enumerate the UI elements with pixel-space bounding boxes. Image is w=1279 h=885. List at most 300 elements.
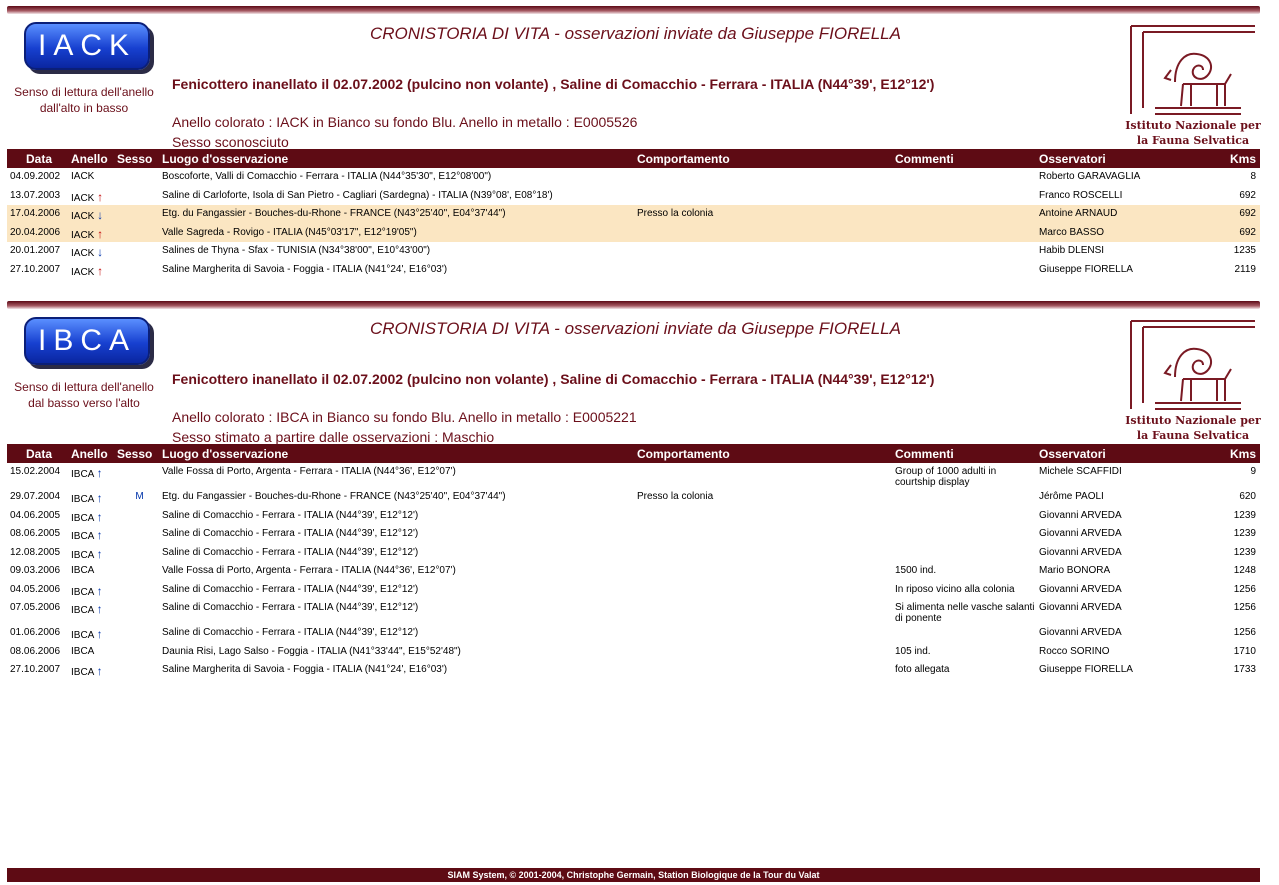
cell-ring [71, 261, 117, 280]
observations-table [7, 149, 1260, 279]
cell-date-text: 20.04.2006 [10, 226, 61, 238]
table-row [7, 463, 1260, 488]
cell-ring-text: IBCA [71, 667, 94, 678]
cell-ring [71, 488, 117, 507]
cell-observer [1039, 643, 1219, 662]
table-row [7, 624, 1260, 643]
cell-date-text: 17.04.2006 [10, 208, 61, 219]
cell-location [162, 168, 637, 187]
cell-date-text: 04.06.2005 [10, 509, 61, 521]
cell-comments [895, 242, 1039, 261]
cell-behaviour [637, 463, 895, 488]
cell-ring [71, 187, 117, 206]
cell-kms-text: 1239 [1233, 528, 1256, 539]
cell-ring-text: IACK [71, 171, 95, 182]
cell-behaviour-text: Presso la colonia [637, 208, 714, 219]
institute-name-line2: la Fauna Selvatica [1136, 429, 1250, 442]
cell-observer [1039, 224, 1219, 243]
cell-kms [1219, 224, 1260, 243]
table-header-row [7, 149, 1260, 168]
cell-date-text: 20.01.2007 [10, 245, 61, 256]
cell-ring [71, 643, 117, 662]
footer-credits: SIAM System, © 2001-2004, Christophe Germain, Station Biologique de la Tour du Valat [7, 868, 1260, 882]
cell-location [162, 599, 637, 624]
cell-date [7, 562, 71, 581]
institute-name-line2: la Fauna Selvatica [1136, 134, 1250, 147]
cell-kms [1219, 261, 1260, 280]
col-header-osservatori: Osservatori [1039, 444, 1219, 463]
cell-comments [895, 205, 1039, 224]
cell-date [7, 242, 71, 261]
table-row [7, 661, 1260, 680]
cell-ring [71, 544, 117, 563]
cell-location [162, 581, 637, 600]
cell-date [7, 168, 71, 187]
cell-sex [117, 525, 162, 544]
table-row [7, 488, 1260, 507]
cell-observer [1039, 205, 1219, 224]
cell-date-text: 04.09.2002 [10, 171, 61, 182]
cell-kms-text: 1256 [1233, 602, 1256, 613]
cell-behaviour [637, 562, 895, 581]
cell-observer [1039, 525, 1219, 544]
cell-location-text: Daunia Risi, Lago Salso - Foggia - ITALIA (N41°33'44", E15°52'48") [162, 645, 461, 657]
cell-location [162, 224, 637, 243]
cell-ring-text: IBCA [71, 586, 94, 598]
cell-comments [895, 525, 1039, 544]
cell-observer-text: Giovanni ARVEDA [1039, 546, 1122, 558]
arrow-down-icon: ↓ [97, 245, 104, 259]
cell-date-text: 27.10.2007 [10, 263, 61, 275]
cell-kms [1219, 544, 1260, 563]
cell-kms [1219, 624, 1260, 643]
section-iack [7, 6, 1260, 279]
cell-location [162, 205, 637, 224]
cell-date [7, 624, 71, 643]
cell-date [7, 507, 71, 526]
col-header-luogo: Luogo d'osservazione [162, 149, 637, 168]
col-header-commenti: Commenti [895, 444, 1039, 463]
cell-ring [71, 205, 117, 224]
cell-ring [71, 661, 117, 680]
ringing-summary: Fenicottero inanellato il 02.07.2002 (pulcino non volante) , Saline di Comacchio - Ferrara - ITALIA (N44°39', E12°12') [172, 371, 935, 387]
cell-observer-text: Habib DLENSI [1039, 245, 1105, 256]
table-row [7, 205, 1260, 224]
ringing-summary: Fenicottero inanellato il 02.07.2002 (pulcino non volante) , Saline di Comacchio - Ferrara - ITALIA (N44°39', E12°12') [172, 76, 935, 92]
cell-ring [71, 581, 117, 600]
cell-location [162, 463, 637, 488]
cell-kms-text: 1710 [1233, 645, 1256, 657]
cell-kms-text: 8 [1250, 171, 1256, 182]
cell-date-text: 29.07.2004 [10, 491, 61, 502]
cell-observer [1039, 187, 1219, 206]
cell-comments [895, 562, 1039, 581]
col-header-data: Data [7, 444, 71, 463]
table-header-row [7, 444, 1260, 463]
cell-observer-text: Giuseppe FIORELLA [1039, 664, 1133, 675]
cell-behaviour [637, 242, 895, 261]
cell-date-text: 08.06.2005 [10, 528, 61, 539]
ibex-logo-icon [1125, 317, 1261, 413]
cell-date [7, 525, 71, 544]
cell-comments [895, 507, 1039, 526]
cell-comments [895, 168, 1039, 187]
arrow-up-icon: ↑ [96, 509, 103, 524]
cell-date [7, 224, 71, 243]
cell-behaviour [637, 205, 895, 224]
cell-ring [71, 242, 117, 261]
cell-behaviour [637, 507, 895, 526]
cell-observer-text: Rocco SORINO [1039, 645, 1110, 657]
cell-observer [1039, 507, 1219, 526]
cell-behaviour [637, 168, 895, 187]
cell-behaviour [637, 643, 895, 662]
cell-date-text: 07.05.2006 [10, 602, 61, 613]
cell-location [162, 507, 637, 526]
cell-location-text: Saline Margherita di Savoia - Foggia - ITALIA (N41°24', E16°03') [162, 263, 448, 275]
cell-date-text: 15.02.2004 [10, 466, 61, 477]
arrow-up-icon: ↑ [96, 627, 103, 641]
cell-comments [895, 661, 1039, 680]
table-row [7, 507, 1260, 526]
cell-kms-text: 9 [1250, 466, 1256, 477]
cell-behaviour [637, 525, 895, 544]
cell-observer [1039, 261, 1219, 280]
cell-comments [895, 643, 1039, 662]
col-header-osservatori: Osservatori [1039, 149, 1219, 168]
section-divider [7, 301, 1260, 309]
cell-ring-text: IBCA [71, 494, 94, 505]
cell-sex-text: M [135, 491, 144, 502]
cell-ring-text: IBCA [71, 630, 94, 641]
table-row [7, 562, 1260, 581]
page-title: CRONISTORIA DI VITA - osservazioni inviate da Giuseppe FIORELLA [370, 319, 901, 338]
cell-kms [1219, 242, 1260, 261]
col-header-data: Data [7, 149, 71, 168]
cell-comments-text: 105 ind. [895, 645, 931, 657]
cell-location-text: Boscoforte, Valli di Comacchio - Ferrara - ITALIA (N44°35'30", E12°08'00") [162, 171, 492, 182]
cell-location [162, 261, 637, 280]
cell-observer-text: Giuseppe FIORELLA [1039, 263, 1133, 275]
cell-observer-text: Giovanni ARVEDA [1039, 509, 1122, 521]
cell-comments [895, 544, 1039, 563]
cell-ring-text: IBCA [71, 512, 94, 524]
cell-ring [71, 562, 117, 581]
cell-sex [117, 581, 162, 600]
cell-comments [895, 261, 1039, 280]
cell-behaviour [637, 224, 895, 243]
sex-info: Sesso stimato a partire dalle osservazioni : Maschio [172, 429, 495, 445]
cell-location-text: Saline di Comacchio - Ferrara - ITALIA (N44°39', E12°12') [162, 627, 419, 638]
section-ibca [7, 301, 1260, 680]
cell-date [7, 488, 71, 507]
cell-comments [895, 599, 1039, 624]
cell-comments [895, 463, 1039, 488]
cell-date-text: 09.03.2006 [10, 565, 61, 576]
arrow-up-icon: ↑ [96, 602, 103, 616]
sex-info: Sesso sconosciuto [172, 134, 289, 150]
cell-sex [117, 168, 162, 187]
table-row [7, 599, 1260, 624]
cell-kms-text: 692 [1239, 189, 1256, 201]
cell-sex [117, 599, 162, 624]
cell-kms [1219, 463, 1260, 488]
cell-sex [117, 187, 162, 206]
cell-behaviour [637, 187, 895, 206]
ring-code-badge: IBCA [24, 317, 150, 365]
cell-ring [71, 624, 117, 643]
col-header-commenti: Commenti [895, 149, 1039, 168]
cell-date [7, 205, 71, 224]
cell-ring-text: IBCA [71, 549, 94, 561]
page-title: CRONISTORIA DI VITA - osservazioni inviate da Giuseppe FIORELLA [370, 24, 901, 43]
cell-date-text: 04.05.2006 [10, 583, 61, 595]
cell-location [162, 187, 637, 206]
arrow-up-icon: ↑ [97, 226, 104, 241]
arrow-up-icon: ↑ [97, 189, 104, 204]
arrow-up-icon: ↑ [96, 466, 103, 480]
cell-date-text: 01.06.2006 [10, 627, 61, 638]
arrow-down-icon: ↓ [97, 208, 104, 222]
col-header-kms: Kms [1219, 444, 1260, 463]
reading-direction-note: Senso di lettura dell'anello dal basso verso l'alto [14, 380, 154, 410]
cell-date [7, 187, 71, 206]
col-header-comportamento: Comportamento [637, 149, 895, 168]
col-header-sesso: Sesso [117, 149, 162, 168]
cell-kms [1219, 507, 1260, 526]
cell-behaviour-text: Presso la colonia [637, 491, 714, 502]
cell-location-text: Etg. du Fangassier - Bouches-du-Rhone - FRANCE (N43°25'40", E04°37'44") [162, 208, 506, 219]
cell-location-text: Saline Margherita di Savoia - Foggia - ITALIA (N41°24', E16°03') [162, 664, 448, 675]
cell-sex [117, 661, 162, 680]
col-header-luogo: Luogo d'osservazione [162, 444, 637, 463]
ring-details: Anello colorato : IBCA in Bianco su fondo Blu. Anello in metallo : E0005221 [172, 409, 637, 425]
cell-ring-text: IBCA [71, 645, 95, 657]
ibex-logo-icon [1125, 22, 1261, 118]
table-row [7, 242, 1260, 261]
cell-sex [117, 463, 162, 488]
cell-observer [1039, 599, 1219, 624]
table-row [7, 187, 1260, 206]
institute-name [1125, 413, 1261, 443]
cell-location [162, 488, 637, 507]
cell-kms-text: 1239 [1233, 509, 1256, 521]
institute-name-line1: Istituto Nazionale per [1125, 119, 1261, 132]
cell-kms-text: 1256 [1233, 583, 1256, 595]
cell-comments [895, 224, 1039, 243]
arrow-up-icon: ↑ [96, 528, 103, 542]
cell-location-text: Saline di Comacchio - Ferrara - ITALIA (N44°39', E12°12') [162, 546, 419, 558]
cell-kms-text: 620 [1239, 491, 1256, 502]
cell-kms-text: 2119 [1234, 263, 1256, 275]
table-row [7, 525, 1260, 544]
cell-ring [71, 224, 117, 243]
cell-observer-text: Mario BONORA [1039, 565, 1111, 576]
cell-ring [71, 168, 117, 187]
cell-sex [117, 507, 162, 526]
table-row [7, 581, 1260, 600]
table-row [7, 643, 1260, 662]
cell-location-text: Saline di Comacchio - Ferrara - ITALIA (N44°39', E12°12') [162, 528, 419, 539]
col-header-anello: Anello [71, 149, 117, 168]
cell-date [7, 544, 71, 563]
cell-sex [117, 224, 162, 243]
table-row [7, 261, 1260, 280]
cell-ring [71, 463, 117, 488]
section-header [7, 309, 1260, 444]
cell-observer-text: Roberto GARAVAGLIA [1039, 171, 1141, 182]
cell-ring [71, 525, 117, 544]
cell-observer-text: Giovanni ARVEDA [1039, 602, 1122, 613]
cell-observer [1039, 581, 1219, 600]
section-header [7, 14, 1260, 149]
cell-kms [1219, 168, 1260, 187]
cell-location-text: Valle Sagreda - Rovigo - ITALIA (N45°03'17", E12°19'05") [162, 226, 417, 238]
institute-name [1125, 118, 1261, 148]
cell-kms [1219, 562, 1260, 581]
cell-ring-text: IBCA [71, 605, 94, 616]
cell-sex [117, 562, 162, 581]
arrow-up-icon: ↑ [96, 546, 103, 561]
table-row [7, 168, 1260, 187]
cell-date [7, 261, 71, 280]
institute-logo [1125, 22, 1261, 150]
col-header-anello: Anello [71, 444, 117, 463]
cell-kms [1219, 488, 1260, 507]
cell-date [7, 661, 71, 680]
cell-sex [117, 488, 162, 507]
cell-kms [1219, 643, 1260, 662]
cell-location-text: Salines de Thyna - Sfax - TUNISIA (N34°38'00", E10°43'00") [162, 245, 431, 256]
cell-location [162, 242, 637, 261]
cell-comments-text: Group of 1000 adulti in courtship display [895, 466, 997, 488]
cell-date [7, 463, 71, 488]
cell-kms-text: 692 [1239, 226, 1256, 238]
cell-location-text: Saline di Comacchio - Ferrara - ITALIA (N44°39', E12°12') [162, 602, 419, 613]
cell-behaviour [637, 661, 895, 680]
cell-observer [1039, 488, 1219, 507]
table-row [7, 544, 1260, 563]
cell-sex [117, 261, 162, 280]
cell-kms [1219, 187, 1260, 206]
cell-location [162, 624, 637, 643]
cell-ring-text: IACK [71, 211, 95, 222]
cell-location-text: Etg. du Fangassier - Bouches-du-Rhone - FRANCE (N43°25'40", E04°37'44") [162, 491, 506, 502]
col-header-sesso: Sesso [117, 444, 162, 463]
cell-date-text: 27.10.2007 [10, 664, 61, 675]
cell-location-text: Saline di Carloforte, Isola di San Pietro - Cagliari (Sardegna) - ITALIA (N39°08', E08°18') [162, 189, 553, 201]
cell-comments-text: Si alimenta nelle vasche salanti di ponente [895, 602, 1035, 624]
cell-comments [895, 187, 1039, 206]
cell-behaviour [637, 544, 895, 563]
cell-ring-text: IACK [71, 266, 95, 278]
cell-date [7, 581, 71, 600]
cell-kms-text: 1256 [1233, 627, 1256, 638]
cell-kms [1219, 525, 1260, 544]
cell-sex [117, 242, 162, 261]
cell-location [162, 525, 637, 544]
cell-observer-text: Marco BASSO [1039, 226, 1105, 238]
cell-kms-text: 692 [1239, 208, 1256, 219]
cell-location [162, 562, 637, 581]
cell-date-text: 13.07.2003 [10, 189, 61, 201]
cell-observer-text: Franco ROSCELLI [1039, 189, 1123, 201]
cell-kms [1219, 581, 1260, 600]
arrow-up-icon: ↑ [96, 491, 103, 505]
cell-location-text: Saline di Comacchio - Ferrara - ITALIA (N44°39', E12°12') [162, 583, 419, 595]
cell-observer [1039, 168, 1219, 187]
cell-ring-text: IBCA [71, 469, 94, 480]
cell-ring-text: IACK [71, 248, 95, 259]
cell-date [7, 599, 71, 624]
cell-behaviour [637, 599, 895, 624]
reading-direction-note: Senso di lettura dell'anello dall'alto in basso [14, 85, 154, 115]
arrow-up-icon: ↑ [96, 664, 103, 678]
cell-observer-text: Giovanni ARVEDA [1039, 583, 1122, 595]
cell-comments-text: 1500 ind. [895, 565, 937, 576]
cell-comments [895, 581, 1039, 600]
cell-sex [117, 205, 162, 224]
table-row [7, 224, 1260, 243]
cell-location [162, 661, 637, 680]
cell-date [7, 643, 71, 662]
cell-observer-text: Antoine ARNAUD [1039, 208, 1118, 219]
cell-kms-text: 1239 [1233, 546, 1256, 558]
cell-location [162, 643, 637, 662]
arrow-up-icon: ↑ [97, 263, 104, 278]
cell-kms [1219, 599, 1260, 624]
cell-observer [1039, 624, 1219, 643]
cell-observer-text: Michele SCAFFIDI [1039, 466, 1122, 477]
cell-observer-text: Giovanni ARVEDA [1039, 627, 1122, 638]
cell-behaviour [637, 488, 895, 507]
ring-code-badge: IACK [24, 22, 150, 70]
cell-comments [895, 624, 1039, 643]
cell-sex [117, 624, 162, 643]
cell-observer [1039, 463, 1219, 488]
institute-name-line1: Istituto Nazionale per [1125, 414, 1261, 427]
cell-observer-text: Giovanni ARVEDA [1039, 528, 1122, 539]
cell-sex [117, 544, 162, 563]
cell-observer-text: Jérôme PAOLI [1039, 491, 1104, 502]
cell-behaviour [637, 624, 895, 643]
institute-logo [1125, 317, 1261, 445]
cell-ring-text: IACK [71, 229, 95, 241]
col-header-kms: Kms [1219, 149, 1260, 168]
cell-behaviour [637, 261, 895, 280]
arrow-up-icon: ↑ [96, 583, 103, 598]
cell-date-text: 12.08.2005 [10, 546, 61, 558]
cell-location [162, 544, 637, 563]
cell-kms-text: 1733 [1233, 664, 1256, 675]
cell-ring-text: IBCA [71, 531, 94, 542]
cell-observer [1039, 242, 1219, 261]
cell-observer [1039, 562, 1219, 581]
cell-ring-text: IBCA [71, 565, 95, 576]
cell-location-text: Valle Fossa di Porto, Argenta - Ferrara - ITALIA (N44°36', E12°07') [162, 565, 456, 576]
cell-sex [117, 643, 162, 662]
cell-date-text: 08.06.2006 [10, 645, 61, 657]
cell-comments-text: In riposo vicino alla colonia [895, 583, 1015, 595]
cell-ring [71, 507, 117, 526]
section-divider [7, 6, 1260, 14]
cell-ring [71, 599, 117, 624]
cell-comments-text: foto allegata [895, 664, 950, 675]
cell-comments [895, 488, 1039, 507]
cell-ring-text: IACK [71, 192, 95, 204]
observations-table [7, 444, 1260, 680]
cell-location-text: Valle Fossa di Porto, Argenta - Ferrara - ITALIA (N44°36', E12°07') [162, 466, 456, 477]
